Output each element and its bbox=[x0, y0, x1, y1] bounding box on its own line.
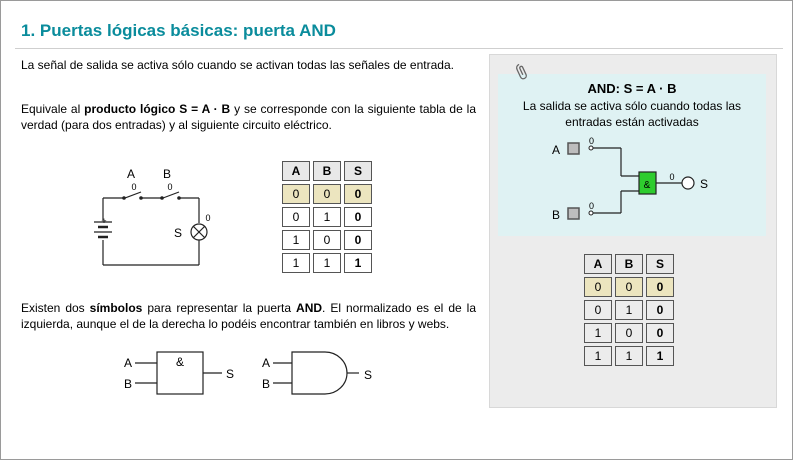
and-circuit-diagram bbox=[81, 161, 231, 276]
column-header: B bbox=[313, 161, 341, 181]
simulator-truth-table bbox=[581, 251, 677, 369]
input-a-value: 0 bbox=[589, 136, 595, 146]
title-divider bbox=[15, 48, 783, 49]
and-symbol-normalized bbox=[119, 349, 244, 399]
table-cell: 1 bbox=[282, 253, 310, 273]
lamp-state: 0 bbox=[205, 213, 211, 223]
switch-b-label: B bbox=[162, 167, 172, 181]
table-cell: 0 bbox=[646, 277, 674, 297]
input-a-toggle[interactable] bbox=[568, 143, 579, 154]
and-gate-simulator bbox=[541, 133, 721, 233]
table-cell: 0 bbox=[615, 323, 643, 343]
table-cell: 1 bbox=[615, 300, 643, 320]
column-header: A bbox=[584, 254, 612, 274]
input-b-value: 0 bbox=[589, 201, 595, 211]
text-run: Existen dos bbox=[21, 301, 90, 315]
output-indicator bbox=[682, 177, 694, 189]
output-label: S bbox=[700, 177, 709, 191]
output-value: 0 bbox=[669, 172, 675, 182]
table-cell: 1 bbox=[584, 323, 612, 343]
table-cell: 1 bbox=[646, 346, 674, 366]
equivalence-paragraph bbox=[21, 101, 476, 133]
table-header-row bbox=[584, 254, 674, 274]
table-cell: 1 bbox=[313, 207, 341, 227]
input-b-terminal bbox=[589, 211, 593, 215]
page-title: 1. Puertas lógicas básicas: puerta AND bbox=[21, 21, 336, 40]
table-row bbox=[282, 207, 372, 227]
table-cell: 1 bbox=[282, 230, 310, 250]
table-row bbox=[584, 346, 674, 366]
input-b-label: B bbox=[552, 208, 561, 222]
table-row bbox=[282, 184, 372, 204]
table-cell: 1 bbox=[584, 346, 612, 366]
input-b-toggle[interactable] bbox=[568, 208, 579, 219]
table-cell: 0 bbox=[584, 277, 612, 297]
symbol-input-a: A bbox=[124, 356, 133, 370]
text-run: Equivale al bbox=[21, 102, 85, 116]
symbol-output-s: S bbox=[226, 367, 235, 381]
simulator-description: La salida se activa sólo cuando todas las entradas están activadas bbox=[522, 99, 742, 129]
emphasis-producto: producto lógico bbox=[84, 102, 176, 116]
table-cell: 0 bbox=[313, 184, 341, 204]
lamp-label: S bbox=[173, 226, 183, 240]
text-run: y se corresponde con la siguiente tabla de la verdad (para dos entradas) y al siguiente circuito eléctrico. bbox=[21, 102, 477, 132]
symbol-input-a: A bbox=[262, 356, 271, 370]
battery-plus-label: + bbox=[101, 216, 107, 226]
table-cell: 0 bbox=[584, 300, 612, 320]
emphasis-simbolos: símbolos bbox=[89, 301, 143, 315]
gate-label: & bbox=[643, 180, 651, 191]
input-a-label: A bbox=[552, 143, 561, 157]
table-cell: 1 bbox=[615, 346, 643, 366]
text-run: para representar la puerta bbox=[142, 301, 297, 315]
table-row bbox=[282, 253, 372, 273]
table-cell: 0 bbox=[313, 230, 341, 250]
table-cell: 0 bbox=[344, 207, 372, 227]
table-cell: 0 bbox=[646, 300, 674, 320]
switch-a-state: 0 bbox=[131, 182, 137, 192]
table-cell: 0 bbox=[344, 184, 372, 204]
simulator-heading: AND: S = A · B bbox=[587, 81, 677, 96]
column-header: S bbox=[344, 161, 372, 181]
switch-a-label: A bbox=[126, 167, 136, 181]
symbol-input-b: B bbox=[124, 377, 133, 391]
table-cell: 0 bbox=[282, 207, 310, 227]
table-cell: 1 bbox=[344, 253, 372, 273]
table-row bbox=[584, 300, 674, 320]
table-row bbox=[282, 230, 372, 250]
table-row bbox=[584, 277, 674, 297]
symbol-output-s: S bbox=[364, 368, 373, 382]
column-header: A bbox=[282, 161, 310, 181]
symbols-paragraph bbox=[21, 300, 476, 332]
table-header-row bbox=[282, 161, 372, 181]
input-a-terminal bbox=[589, 146, 593, 150]
text-run: . El normalizado es el de la izquierda, aunque el de la derecha lo podéis encontrar también en libros y webs. bbox=[21, 301, 477, 331]
table-row bbox=[584, 323, 674, 343]
table-cell: 0 bbox=[282, 184, 310, 204]
and-symbol-distinctive bbox=[259, 349, 384, 399]
column-header: S bbox=[646, 254, 674, 274]
intro-paragraph: La señal de salida se activa sólo cuando se activan todas las señales de entrada. bbox=[21, 58, 454, 72]
symbol-input-b: B bbox=[262, 377, 271, 391]
truth-table bbox=[279, 158, 375, 276]
table-cell: 0 bbox=[615, 277, 643, 297]
switch-b-state: 0 bbox=[167, 182, 173, 192]
table-cell: 1 bbox=[313, 253, 341, 273]
column-header: B bbox=[615, 254, 643, 274]
table-cell: 0 bbox=[344, 230, 372, 250]
emphasis-formula: S = A · B bbox=[175, 102, 231, 116]
symbol-gate-label: & bbox=[175, 355, 185, 369]
emphasis-and: AND bbox=[296, 301, 323, 315]
table-cell: 0 bbox=[646, 323, 674, 343]
